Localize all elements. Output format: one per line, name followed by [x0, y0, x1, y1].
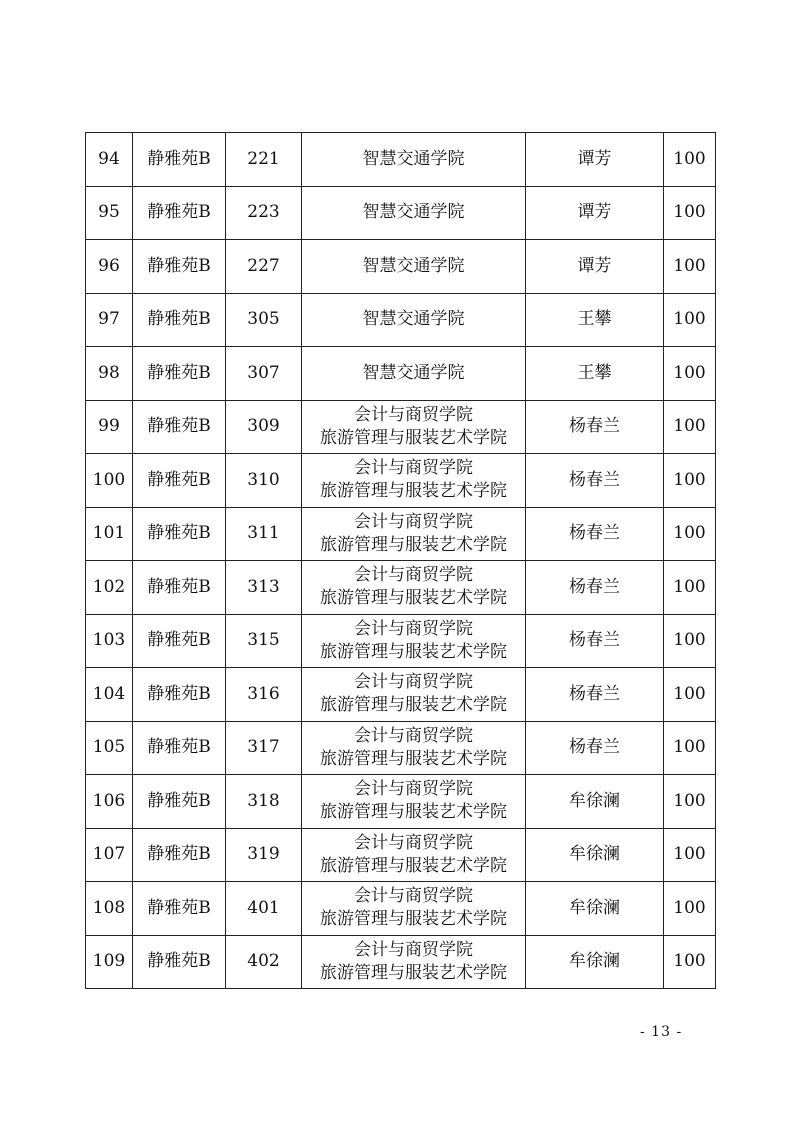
table-row	[86, 454, 716, 508]
cell-building: 静雅苑B	[133, 186, 226, 240]
cell-building: 静雅苑B	[133, 454, 226, 508]
cell-score: 100	[664, 454, 716, 508]
cell-college	[302, 400, 526, 454]
cell-room: 223	[226, 186, 302, 240]
college-name: 旅游管理与服装艺术学院	[320, 802, 507, 823]
cell-person: 牟徐澜	[526, 935, 664, 989]
college-name: 会计与商贸学院	[354, 618, 473, 639]
cell-number: 96	[86, 240, 133, 294]
table-row	[86, 882, 716, 936]
table-row	[86, 507, 716, 561]
cell-room: 315	[226, 614, 302, 668]
cell-person: 杨春兰	[526, 400, 664, 454]
cell-score: 100	[664, 293, 716, 347]
cell-number: 99	[86, 400, 133, 454]
college-name: 会计与商贸学院	[354, 565, 473, 586]
cell-building: 静雅苑B	[133, 828, 226, 882]
cell-college	[302, 935, 526, 989]
college-name: 旅游管理与服装艺术学院	[320, 909, 507, 930]
table-row	[86, 935, 716, 989]
cell-number: 107	[86, 828, 133, 882]
cell-score: 100	[664, 186, 716, 240]
cell-score: 100	[664, 775, 716, 829]
cell-college	[302, 186, 526, 240]
cell-college	[302, 828, 526, 882]
college-name: 智慧交通学院	[362, 202, 465, 223]
cell-score: 100	[664, 614, 716, 668]
college-name: 旅游管理与服装艺术学院	[320, 481, 507, 502]
cell-college	[302, 668, 526, 722]
table-row	[86, 133, 716, 187]
cell-person: 王攀	[526, 293, 664, 347]
college-name: 会计与商贸学院	[354, 404, 473, 425]
cell-score: 100	[664, 828, 716, 882]
cell-room: 317	[226, 721, 302, 775]
cell-number: 101	[86, 507, 133, 561]
page-number: - 13 -	[640, 1024, 683, 1040]
college-name: 旅游管理与服装艺术学院	[320, 588, 507, 609]
college-name: 会计与商贸学院	[354, 832, 473, 853]
college-name: 旅游管理与服装艺术学院	[320, 534, 507, 555]
cell-number: 106	[86, 775, 133, 829]
cell-score: 100	[664, 133, 716, 187]
college-name: 会计与商贸学院	[354, 511, 473, 532]
cell-person: 谭芳	[526, 186, 664, 240]
cell-room: 227	[226, 240, 302, 294]
table-row	[86, 828, 716, 882]
cell-number: 100	[86, 454, 133, 508]
cell-college	[302, 882, 526, 936]
inspection-table	[85, 132, 716, 989]
table-row	[86, 721, 716, 775]
cell-college	[302, 721, 526, 775]
cell-number: 105	[86, 721, 133, 775]
college-name: 旅游管理与服装艺术学院	[320, 748, 507, 769]
cell-college	[302, 775, 526, 829]
college-name: 会计与商贸学院	[354, 725, 473, 746]
cell-building: 静雅苑B	[133, 507, 226, 561]
college-name: 会计与商贸学院	[354, 886, 473, 907]
cell-room: 402	[226, 935, 302, 989]
college-name: 旅游管理与服装艺术学院	[320, 427, 507, 448]
college-name: 智慧交通学院	[362, 309, 465, 330]
cell-number: 103	[86, 614, 133, 668]
cell-building: 静雅苑B	[133, 668, 226, 722]
cell-score: 100	[664, 882, 716, 936]
college-name: 智慧交通学院	[362, 255, 465, 276]
cell-room: 313	[226, 561, 302, 615]
cell-number: 98	[86, 347, 133, 401]
cell-building: 静雅苑B	[133, 614, 226, 668]
cell-college	[302, 293, 526, 347]
college-name: 智慧交通学院	[362, 148, 465, 169]
table-row	[86, 240, 716, 294]
college-name: 会计与商贸学院	[354, 939, 473, 960]
table-row	[86, 561, 716, 615]
table-row	[86, 775, 716, 829]
cell-college	[302, 347, 526, 401]
cell-number: 94	[86, 133, 133, 187]
cell-building: 静雅苑B	[133, 721, 226, 775]
cell-building: 静雅苑B	[133, 347, 226, 401]
cell-building: 静雅苑B	[133, 561, 226, 615]
cell-number: 108	[86, 882, 133, 936]
cell-person: 杨春兰	[526, 507, 664, 561]
cell-college	[302, 561, 526, 615]
cell-building: 静雅苑B	[133, 775, 226, 829]
cell-building: 静雅苑B	[133, 882, 226, 936]
cell-number: 97	[86, 293, 133, 347]
table-body	[86, 133, 716, 989]
cell-score: 100	[664, 935, 716, 989]
cell-college	[302, 133, 526, 187]
cell-number: 95	[86, 186, 133, 240]
cell-room: 310	[226, 454, 302, 508]
cell-number: 102	[86, 561, 133, 615]
table-row	[86, 186, 716, 240]
college-name: 会计与商贸学院	[354, 672, 473, 693]
cell-person: 杨春兰	[526, 561, 664, 615]
cell-person: 杨春兰	[526, 668, 664, 722]
cell-room: 401	[226, 882, 302, 936]
cell-person: 谭芳	[526, 133, 664, 187]
college-name: 智慧交通学院	[362, 362, 465, 383]
cell-number: 109	[86, 935, 133, 989]
cell-room: 309	[226, 400, 302, 454]
cell-person: 杨春兰	[526, 454, 664, 508]
cell-building: 静雅苑B	[133, 293, 226, 347]
cell-score: 100	[664, 347, 716, 401]
cell-person: 牟徐澜	[526, 775, 664, 829]
cell-college	[302, 614, 526, 668]
cell-score: 100	[664, 507, 716, 561]
cell-college	[302, 454, 526, 508]
table-row	[86, 293, 716, 347]
cell-person: 牟徐澜	[526, 828, 664, 882]
table-row	[86, 347, 716, 401]
cell-person: 牟徐澜	[526, 882, 664, 936]
cell-college	[302, 507, 526, 561]
cell-person: 杨春兰	[526, 721, 664, 775]
cell-room: 221	[226, 133, 302, 187]
cell-score: 100	[664, 240, 716, 294]
cell-score: 100	[664, 721, 716, 775]
college-name: 旅游管理与服装艺术学院	[320, 695, 507, 716]
cell-person: 王攀	[526, 347, 664, 401]
college-name: 旅游管理与服装艺术学院	[320, 855, 507, 876]
cell-building: 静雅苑B	[133, 935, 226, 989]
cell-person: 谭芳	[526, 240, 664, 294]
cell-building: 静雅苑B	[133, 133, 226, 187]
cell-building: 静雅苑B	[133, 400, 226, 454]
inspection-table-container	[85, 132, 715, 989]
cell-building: 静雅苑B	[133, 240, 226, 294]
cell-score: 100	[664, 400, 716, 454]
cell-person: 杨春兰	[526, 614, 664, 668]
cell-room: 316	[226, 668, 302, 722]
cell-college	[302, 240, 526, 294]
cell-number: 104	[86, 668, 133, 722]
college-name: 会计与商贸学院	[354, 779, 473, 800]
cell-room: 319	[226, 828, 302, 882]
cell-room: 318	[226, 775, 302, 829]
cell-room: 307	[226, 347, 302, 401]
college-name: 会计与商贸学院	[354, 458, 473, 479]
college-name: 旅游管理与服装艺术学院	[320, 641, 507, 662]
table-row	[86, 614, 716, 668]
cell-room: 311	[226, 507, 302, 561]
cell-score: 100	[664, 668, 716, 722]
table-row	[86, 400, 716, 454]
cell-room: 305	[226, 293, 302, 347]
cell-score: 100	[664, 561, 716, 615]
table-row	[86, 668, 716, 722]
college-name: 旅游管理与服装艺术学院	[320, 962, 507, 983]
